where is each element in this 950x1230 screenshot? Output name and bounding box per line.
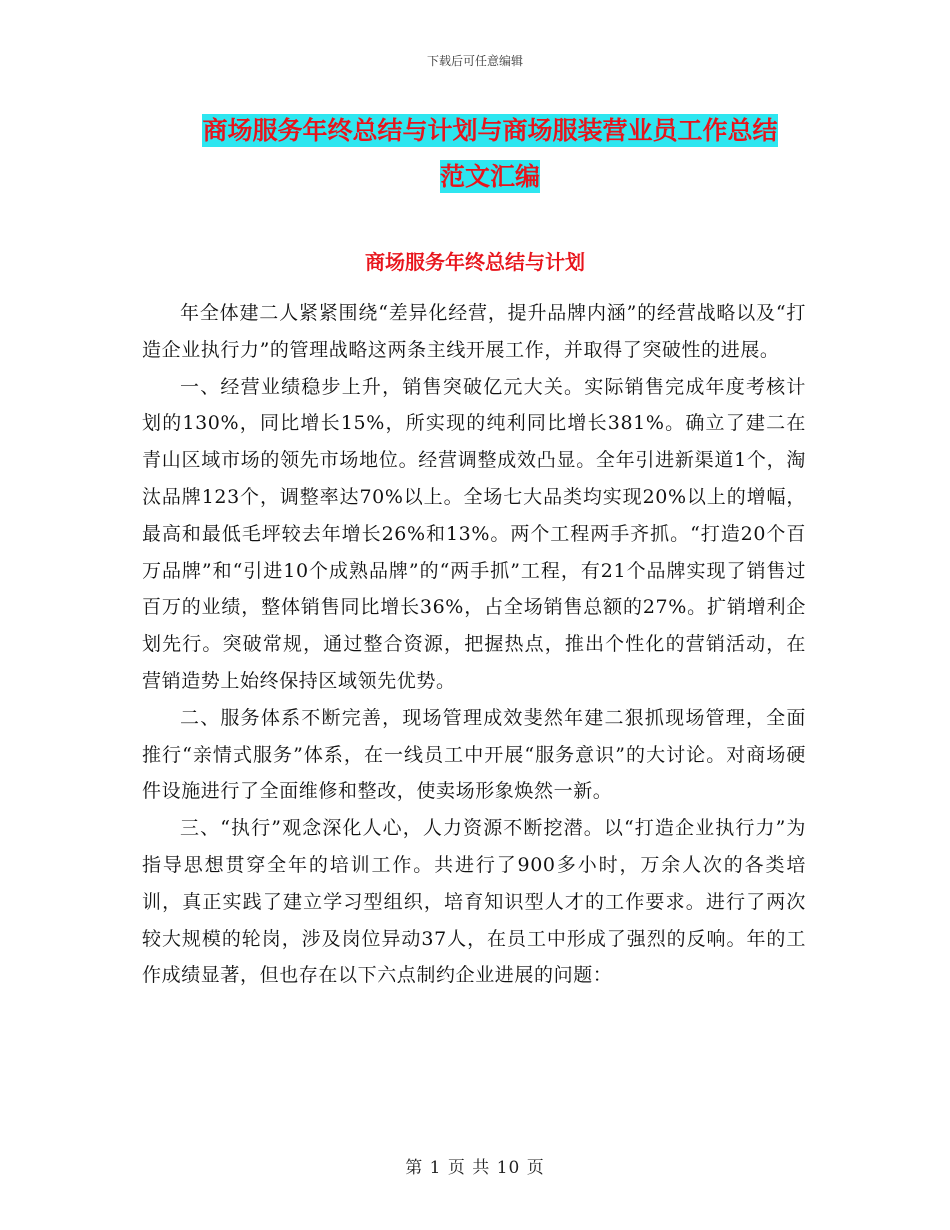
document-title bbox=[140, 108, 840, 200]
document-title-line-2: 范文汇编 bbox=[439, 162, 540, 191]
section-heading: 商场服务年终总结与计划 bbox=[365, 250, 585, 274]
paragraph-performance: 一、经营业绩稳步上升，销售突破亿元大关。实际销售完成年度考核计划的130%，同比增长15%，所实现的纯利同比增长381%。确立了建二在青山区域市场的领先市场地位。经营调整成效凸显。全年引进新渠道1个，淘汰品牌123个，调整率达70%以上。全场七大品类均实现20%以上的增幅，最高和最低毛坪较去年增长26%和13%。两个工程两手齐抓。“打造20个百万品牌”和“引进10个成熟品牌”的“两手抓”工程，有21个品牌实现了销售过百万的业绩，整体销售同比增长36%，占全场销售总额的27%。扩销增利企划先行。突破常规，通过整合资源，把握热点，推出个性化的营销活动，在营销造势上始终保持区域领先优势。 bbox=[142, 375, 806, 692]
header-note: 下载后可任意编辑 bbox=[426, 54, 523, 68]
document-title-line-1: 商场服务年终总结与计划与商场服装营业员工作总结 bbox=[202, 116, 778, 145]
page-number: 第 1 页 共 10 页 bbox=[405, 1158, 545, 1178]
paragraph-intro: 年全体建二人紧紧围绕“差异化经营，提升品牌内涵”的经营战略以及“打造企业执行力”的管理战略这两条主线开展工作，并取得了突破性的进展。 bbox=[142, 302, 806, 361]
paragraph-execution: 三、“执行”观念深化人心，人力资源不断挖潜。以“打造企业执行力”为指导思想贯穿全年的培训工作。共进行了900多小时，万余人次的各类培训，真正实践了建立学习型组织，培育知识型人才的工作要求。进行了两次较大规模的轮岗，涉及岗位异动37人，在员工中形成了强烈的反响。年的工作成绩显著，但也存在以下六点制约企业进展的问题： bbox=[142, 817, 806, 987]
paragraph-service: 二、服务体系不断完善，现场管理成效斐然年建二狠抓现场管理，全面推行“亲情式服务”体系，在一线员工中开展“服务意识”的大讨论。对商场硬件设施进行了全面维修和整改，使卖场形象焕然一新。 bbox=[142, 706, 806, 803]
body-text bbox=[142, 295, 806, 994]
